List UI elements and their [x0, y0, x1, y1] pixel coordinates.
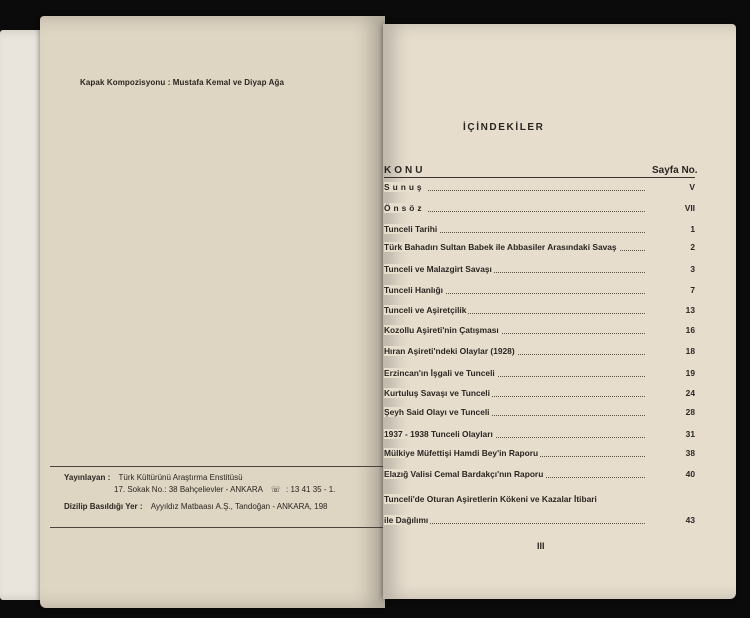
toc-entry-page: 7	[690, 285, 695, 295]
toc-entry-title: 1937 - 1938 Tunceli Olayları	[384, 429, 493, 439]
toc-entry-title: Hıran Aşireti'ndeki Olaylar (1928)	[384, 346, 515, 356]
toc-entry	[384, 446, 695, 460]
toc-entry	[384, 366, 695, 380]
toc-entry	[384, 262, 695, 276]
toc-column-topic: KONU	[384, 165, 426, 176]
cover-credit: Kapak Kompozisyonu : Mustafa Kemal ve Diyap Ağa	[80, 78, 285, 87]
toc-column-page: Sayfa No.	[652, 165, 698, 176]
toc-entry-page: 13	[685, 305, 695, 315]
publisher-label: Yayınlayan :	[64, 473, 111, 482]
toc-entry	[384, 201, 695, 215]
toc-entry-title: Şeyh Said Olayı ve Tunceli	[384, 407, 490, 417]
toc-entry-title: Tunceli ve Aşiretçilik	[384, 305, 467, 315]
toc-entry-title: Türk Bahadırı Sultan Babek ile Abbasiler Arasındaki Savaş	[384, 242, 617, 252]
toc-entry-title: ile Dağılımı	[384, 515, 429, 525]
toc-entry-page: 2	[690, 242, 695, 252]
toc-entry-title: Elazığ Valisi Cemal Bardakçı'nın Raporu	[384, 469, 544, 479]
toc-entry-page: 31	[685, 429, 695, 439]
toc-entry-title: Kurtuluş Savaşı ve Tunceli	[384, 388, 490, 398]
publisher-address: 17. Sokak No.: 38 Bahçelievler - ANKARA	[114, 485, 263, 494]
toc-entry-title: Sunuş	[384, 182, 425, 192]
imprint-address-row	[64, 484, 385, 496]
toc-entry-page: 40	[685, 469, 695, 479]
toc-entry-page: 16	[685, 325, 695, 335]
toc-entry-title: Erzincan'ın İşgali ve Tunceli	[384, 368, 495, 378]
toc-entry	[384, 405, 695, 419]
toc-entry-page: V	[689, 182, 695, 192]
toc-entry	[384, 222, 695, 236]
toc-entry-title: Tunceli Hanlığı	[384, 285, 443, 295]
toc-entry-page: 43	[685, 515, 695, 525]
toc-title: İÇİNDEKİLER	[463, 122, 545, 133]
toc-entry-page: 18	[685, 346, 695, 356]
toc-entry	[384, 180, 695, 194]
imprint-printer-row	[64, 501, 385, 513]
page-number: III	[537, 541, 545, 551]
publisher-name: Türk Kültürünü Araştırma Enstitüsü	[118, 473, 243, 482]
toc-entry	[384, 386, 695, 400]
toc-entry-title: Kozollu Aşireti'nin Çatışması	[384, 325, 499, 335]
printer-name: Ayyıldız Matbaası A.Ş., Tandoğan - ANKARA, 198	[150, 502, 328, 511]
imprint-block	[50, 466, 385, 528]
imprint-publisher-row	[64, 472, 385, 484]
toc-entry-page: 38	[685, 448, 695, 458]
toc-entry	[384, 513, 695, 527]
toc-entry	[384, 323, 695, 337]
toc-entry	[384, 283, 695, 297]
toc-entry-page: 1	[690, 224, 695, 234]
toc-entry	[384, 492, 695, 506]
toc-entry	[384, 240, 695, 254]
toc-entry	[384, 303, 695, 317]
toc-entry-title: Mülkiye Müfettişi Hamdi Bey'in Raporu	[384, 448, 539, 458]
toc-entry-page: 24	[685, 388, 695, 398]
toc-entry	[384, 427, 695, 441]
toc-entry-title: Tunceli ve Malazgirt Savaşı	[384, 264, 492, 274]
printer-label: Dizilip Basıldığı Yer :	[64, 502, 143, 511]
toc-entry-title: Tunceli Tarihi	[384, 224, 438, 234]
phone-icon: ☏	[270, 485, 281, 494]
toc-entry-page: 3	[690, 264, 695, 274]
toc-entry-title: Önsöz	[384, 203, 425, 213]
phone-number: : 13 41 35 - 1.	[286, 485, 336, 494]
toc-header-rule	[384, 177, 695, 178]
toc-entry	[384, 344, 695, 358]
toc-entry-page: 28	[685, 407, 695, 417]
toc-entry-page: 19	[685, 368, 695, 378]
toc-entry	[384, 467, 695, 481]
toc-entry-page: VII	[684, 203, 695, 213]
toc-entry-title: Tunceli'de Oturan Aşiretlerin Kökeni ve Kazalar İtibari	[384, 494, 597, 504]
